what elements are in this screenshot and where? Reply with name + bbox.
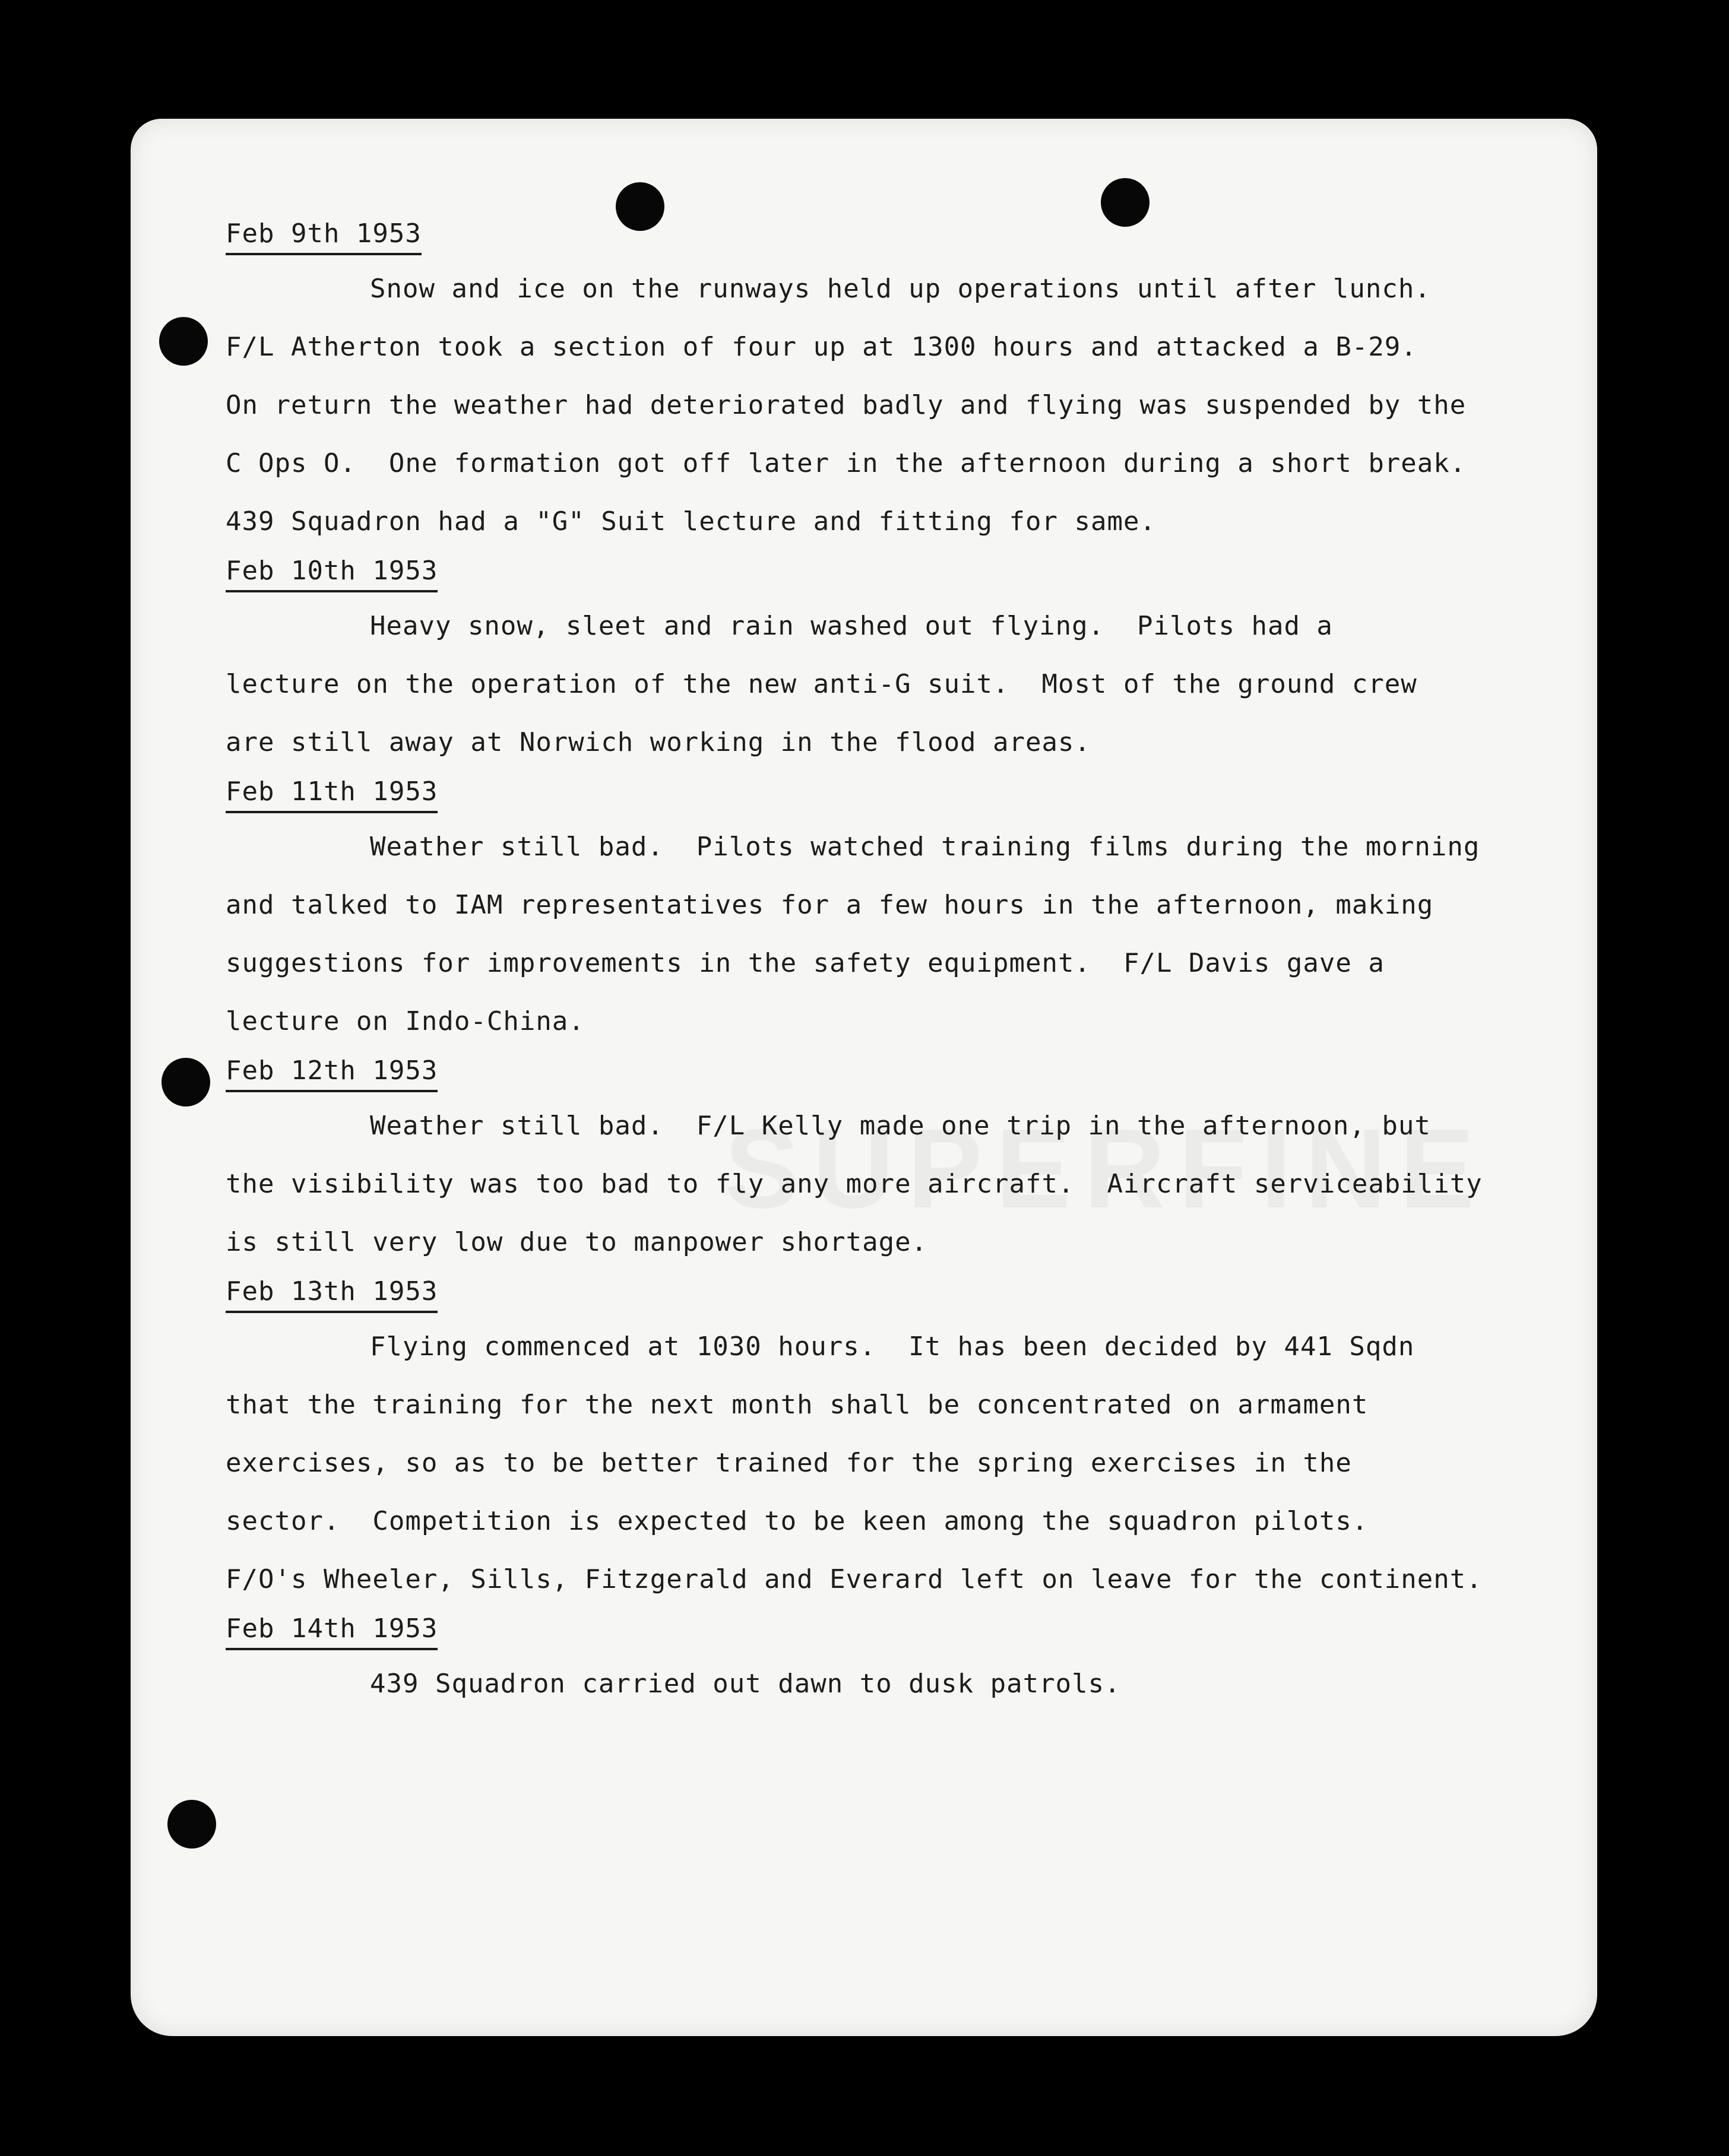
entry-text-line: 439 Squadron carried out dawn to dusk patrols.	[370, 1669, 1121, 1699]
entry-text-line: lecture on Indo-China.	[226, 1006, 585, 1036]
entry-text-line: F/L Atherton took a section of four up at 1300 hours and attacked a B-29.	[226, 332, 1417, 362]
entry-date-row	[226, 554, 1490, 597]
entry-text-line: and talked to IAM representatives for a few hours in the afternoon, making	[226, 890, 1434, 920]
diary-entry	[226, 775, 1490, 1051]
entry-text-line: Weather still bad. Pilots watched training films during the morning	[370, 832, 1480, 862]
entry-date-row	[226, 1054, 1490, 1097]
entry-text-line: 439 Squadron had a "G" Suit lecture and fitting for same.	[226, 506, 1156, 537]
entry-text-line: exercises, so as to be better trained for the spring exercises in the	[226, 1448, 1352, 1478]
entry-date-row	[226, 217, 1490, 260]
diary-entry	[226, 1275, 1490, 1609]
punch-hole	[159, 317, 208, 366]
entry-date-row	[226, 1612, 1490, 1655]
entry-text-line: Weather still bad. F/L Kelly made one trip in the afternoon, but	[370, 1111, 1431, 1141]
entry-text-line: that the training for the next month shall be concentrated on armament	[226, 1390, 1369, 1420]
entry-text-line: C Ops O. One formation got off later in the afternoon during a short break.	[226, 448, 1467, 478]
entry-text-line: Flying commenced at 1030 hours. It has been decided by 441 Sqdn	[370, 1331, 1415, 1362]
entry-date: Feb 13th 1953	[226, 1275, 438, 1313]
diary-entry	[226, 554, 1490, 772]
diary-entry	[226, 1612, 1490, 1713]
diary-entry	[226, 217, 1490, 551]
entry-text-line: F/O's Wheeler, Sills, Fitzgerald and Everard left on leave for the continent.	[226, 1564, 1483, 1594]
entry-text-line: Snow and ice on the runways held up operations until after lunch.	[370, 274, 1431, 304]
entry-text-line: lecture on the operation of the new anti-G suit. Most of the ground crew	[226, 669, 1417, 699]
diary-content	[226, 214, 1490, 1713]
entry-text-line: sector. Competition is expected to be keen among the squadron pilots.	[226, 1506, 1369, 1536]
punch-hole	[162, 1058, 210, 1106]
entry-date: Feb 9th 1953	[226, 217, 422, 255]
diary-entry	[226, 1054, 1490, 1272]
entry-date: Feb 10th 1953	[226, 554, 438, 592]
entry-date: Feb 14th 1953	[226, 1612, 438, 1650]
entry-date: Feb 11th 1953	[226, 775, 438, 813]
entry-text-line: is still very low due to manpower shortage.	[226, 1227, 928, 1257]
entry-text-line: the visibility was too bad to fly any more aircraft. Aircraft serviceability	[226, 1169, 1483, 1199]
punch-hole	[167, 1800, 216, 1849]
entry-text-line: are still away at Norwich working in the flood areas.	[226, 727, 1091, 757]
entry-date-row	[226, 1275, 1490, 1318]
entry-text-line: On return the weather had deteriorated badly and flying was suspended by the	[226, 390, 1467, 420]
entry-date-row	[226, 775, 1490, 818]
entry-date: Feb 12th 1953	[226, 1054, 438, 1092]
entry-text-line: suggestions for improvements in the safety equipment. F/L Davis gave a	[226, 948, 1385, 978]
entry-text-line: Heavy snow, sleet and rain washed out flying. Pilots had a	[370, 611, 1333, 641]
